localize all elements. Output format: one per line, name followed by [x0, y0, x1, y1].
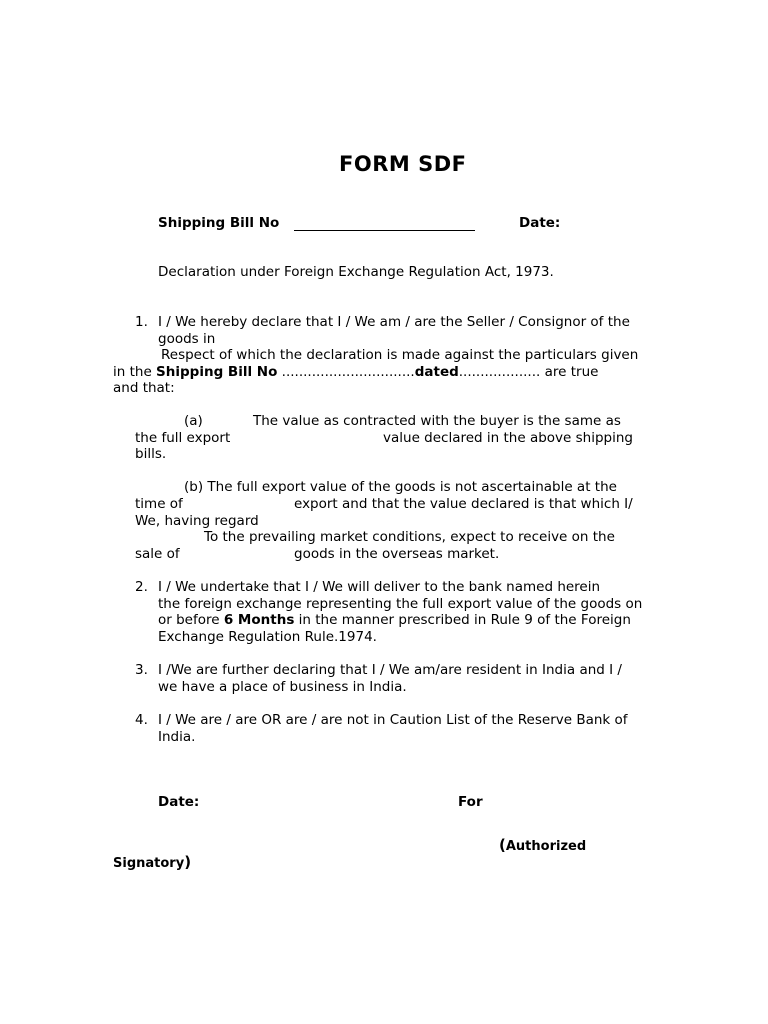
item-1-line-2: goods in [158, 331, 216, 347]
sub-b-line-5-left: sale of [135, 546, 180, 562]
page-title: FORM SDF [339, 152, 467, 176]
item-1-number: 1. [135, 314, 148, 330]
close-paren: ) [184, 853, 192, 871]
signatory-line [113, 854, 191, 872]
sub-a-line-2-right: value declared in the above shipping [383, 430, 633, 446]
item-2-number: 2. [135, 579, 148, 595]
open-paren: ( [499, 836, 506, 854]
sub-b-line-5-right: goods in the overseas market. [294, 546, 500, 562]
shipping-bill-no-inline: Shipping Bill No [156, 364, 278, 380]
shipping-bill-dots: ............................... [277, 364, 415, 380]
item-1-line-4 [113, 364, 598, 381]
dated-dots: ................... [458, 364, 541, 380]
item-3-line-1: I /We are further declaring that I / We am/are resident in India and I / [158, 662, 622, 678]
sub-b-line-3: We, having regard [135, 513, 259, 529]
sub-a-line-2-left: the full export [135, 430, 231, 446]
item-2-line-2: the foreign exchange representing the full export value of the goods on [158, 596, 643, 612]
sub-a-label: (a) [184, 413, 203, 429]
authorized-line [499, 837, 586, 855]
dated-inline: dated [414, 364, 459, 380]
footer-for-label: For [458, 794, 483, 810]
item-4-number: 4. [135, 712, 148, 728]
sub-b-line-2-right: export and that the value declared is that which I/ [294, 496, 633, 512]
header-date-label: Date: [519, 215, 561, 231]
item-1-line-4-pre: in the [113, 364, 157, 380]
item-3-line-2: we have a place of business in India. [158, 679, 407, 695]
shipping-bill-blank-line [294, 230, 475, 231]
authorized-label: Authorized [505, 839, 587, 854]
item-2-line-3 [158, 612, 631, 629]
item-1-line-3: Respect of which the declaration is made against the particulars given [161, 347, 639, 363]
sub-b-line-1: (b) The full export value of the goods is not ascertainable at the [184, 479, 617, 495]
sub-b-line-4: To the prevailing market conditions, expect to receive on the [204, 529, 615, 545]
item-3-number: 3. [135, 662, 148, 678]
item-2-line-3-post: in the manner prescribed in Rule 9 of the Foreign [294, 612, 631, 628]
shipping-bill-label: Shipping Bill No [158, 215, 280, 231]
item-2-line-3-pre: or before [158, 612, 224, 628]
sub-a-line-3: bills. [135, 446, 167, 462]
item-4-line-1: I / We are / are OR are / are not in Caution List of the Reserve Bank of [158, 712, 628, 728]
six-months-inline: 6 Months [223, 612, 295, 628]
item-1-line-1: I / We hereby declare that I / We am / are the Seller / Consignor of the [158, 314, 630, 330]
sub-a-line-1: The value as contracted with the buyer is the same as [253, 413, 621, 429]
declaration-heading: Declaration under Foreign Exchange Regulation Act, 1973. [158, 264, 554, 280]
item-1-line-5: and that: [113, 380, 175, 396]
item-1-line-4-post: are true [540, 364, 599, 380]
item-2-line-4: Exchange Regulation Rule.1974. [158, 629, 377, 645]
sub-b-line-2-left: time of [135, 496, 183, 512]
item-2-line-1: I / We undertake that I / We will deliver to the bank named herein [158, 579, 601, 595]
signatory-label: Signatory [113, 856, 185, 871]
footer-date-label: Date: [158, 794, 200, 810]
item-4-line-2: India. [158, 729, 196, 745]
